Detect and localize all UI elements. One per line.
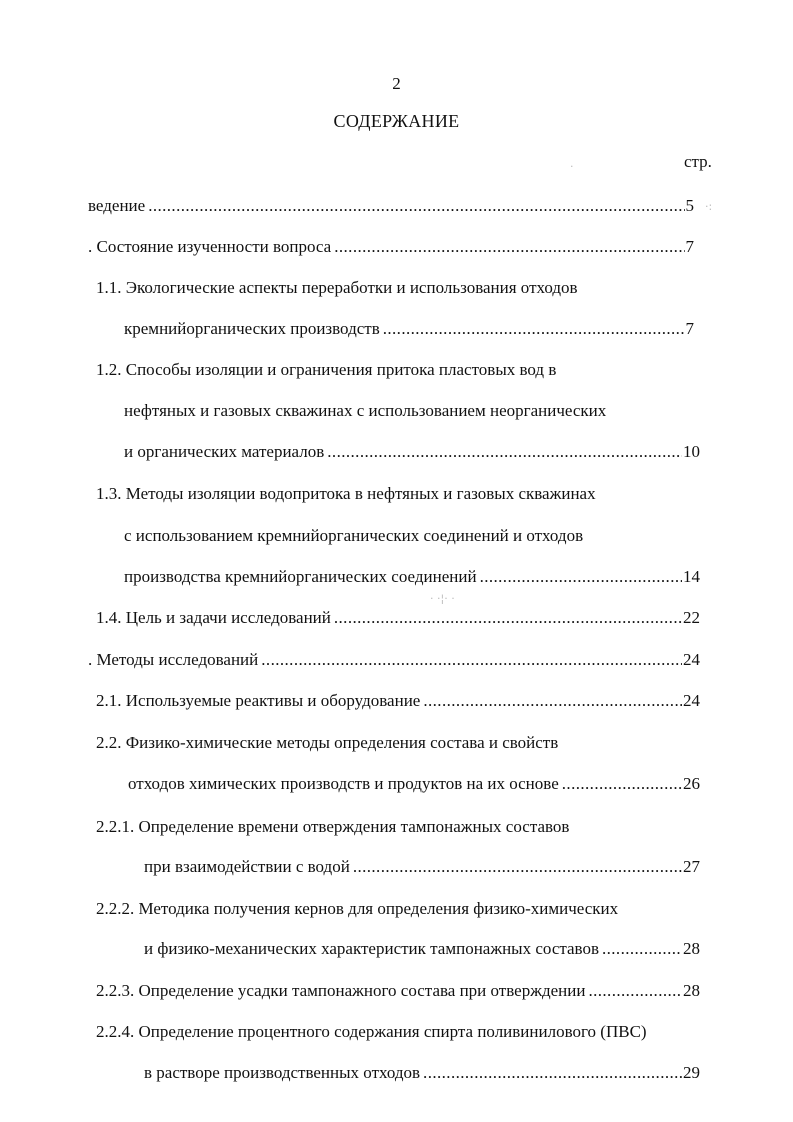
toc-entry-page: 10 <box>683 442 700 461</box>
toc-entry-2-2 <box>128 773 700 795</box>
toc-entry-2-1 <box>96 690 700 712</box>
toc-leader-dots <box>148 195 684 217</box>
toc-entry-2-2-1-line-1: 2.2.1. Определение времени отверждения тампонажных составов <box>96 817 570 836</box>
toc-entry-1-3-line-2: с использованием кремнийорганических соединений и отходов <box>124 526 584 545</box>
toc-entry-1-2-line-1: 1.2. Способы изоляции и ограничения притока пластовых вод в <box>96 360 557 379</box>
toc-entry-text: и органических материалов <box>124 442 325 461</box>
toc-leader-dots <box>353 856 682 878</box>
toc-entry-text: 2.2.3. Определение усадки тампонажного состава при отверждении <box>96 981 586 1000</box>
toc-entry-text: кремнийорганических производств <box>124 319 380 338</box>
toc-entry-text: 2.1. Используемые реактивы и оборудование <box>96 691 421 710</box>
toc-entry-text: и физико-механических характеристик тампонажных составов <box>144 939 599 958</box>
toc-entry-1-2-line-2: нефтяных и газовых скважинах с использованием неорганических <box>124 401 607 420</box>
toc-entry-page: 7 <box>685 237 694 256</box>
toc-entry-2-2-2 <box>144 938 700 960</box>
toc-entry-page: 28 <box>683 939 700 958</box>
toc-entry-text: . Методы исследований <box>88 650 259 669</box>
toc-entry-2-2-3 <box>96 980 700 1002</box>
toc-entry-2-2-1 <box>144 856 700 878</box>
toc-leader-dots <box>334 236 684 258</box>
toc-entry-text: производства кремнийорганических соединений <box>124 567 477 586</box>
toc-leader-dots <box>327 441 682 463</box>
toc-entry-page: 24 <box>683 650 700 669</box>
toc-entry-chapter-1 <box>88 236 694 258</box>
toc-entry-page: 7 <box>685 319 694 338</box>
toc-entry-text: 1.4. Цель и задачи исследований <box>96 608 331 627</box>
toc-entry-intro <box>88 195 694 217</box>
toc-entry-chapter-2 <box>88 649 700 671</box>
toc-entry-2-2-4 <box>144 1062 700 1084</box>
toc-entry-page: 28 <box>683 981 700 1000</box>
toc-entry-page: 5 <box>685 196 694 215</box>
toc-leader-dots <box>588 980 682 1002</box>
page-column-label: стр. <box>684 152 712 171</box>
scan-speck: ·: <box>705 200 713 213</box>
toc-entry-page: 29 <box>683 1063 700 1082</box>
toc-entry-page: 22 <box>683 608 700 627</box>
toc-leader-dots <box>261 649 682 671</box>
toc-entry-2-2-line-1: 2.2. Физико-химические методы определения состава и свойств <box>96 733 559 752</box>
scan-speck: · ·¦· · <box>430 592 455 605</box>
toc-leader-dots <box>334 607 682 629</box>
toc-entry-1-4 <box>96 607 700 629</box>
toc-entry-text: отходов химических производств и продуктов на их основе <box>128 774 559 793</box>
page-number: 2 <box>392 74 401 93</box>
toc-entry-2-2-4-line-1: 2.2.4. Определение процентного содержания спирта поливинилового (ПВС) <box>96 1022 647 1041</box>
toc-entry-text: ведение <box>88 196 146 215</box>
scan-speck: · <box>570 160 574 173</box>
toc-leader-dots <box>423 1062 682 1084</box>
toc-entry-1-3 <box>124 566 700 588</box>
toc-entry-1-3-line-1: 1.3. Методы изоляции водопритока в нефтяных и газовых скважинах <box>96 484 596 503</box>
toc-leader-dots <box>602 938 682 960</box>
toc-entry-text: при взаимодействии с водой <box>144 857 350 876</box>
toc-entry-1-1 <box>124 318 694 340</box>
toc-leader-dots <box>383 318 685 340</box>
toc-leader-dots <box>562 773 682 795</box>
toc-entry-page: 27 <box>683 857 700 876</box>
toc-entry-page: 26 <box>683 774 700 793</box>
page-title: СОДЕРЖАНИЕ <box>333 111 460 131</box>
toc-entry-page: 24 <box>683 691 700 710</box>
toc-entry-1-1-line-1: 1.1. Экологические аспекты переработки и использования отходов <box>96 278 578 297</box>
toc-leader-dots <box>423 690 682 712</box>
toc-entry-1-2 <box>124 441 700 463</box>
toc-entry-2-2-2-line-1: 2.2.2. Методика получения кернов для определения физико-химических <box>96 899 619 918</box>
toc-entry-text: в растворе производственных отходов <box>144 1063 421 1082</box>
toc-entry-text: . Состояние изученности вопроса <box>88 237 332 256</box>
toc-leader-dots <box>480 566 682 588</box>
toc-entry-page: 14 <box>683 567 700 586</box>
